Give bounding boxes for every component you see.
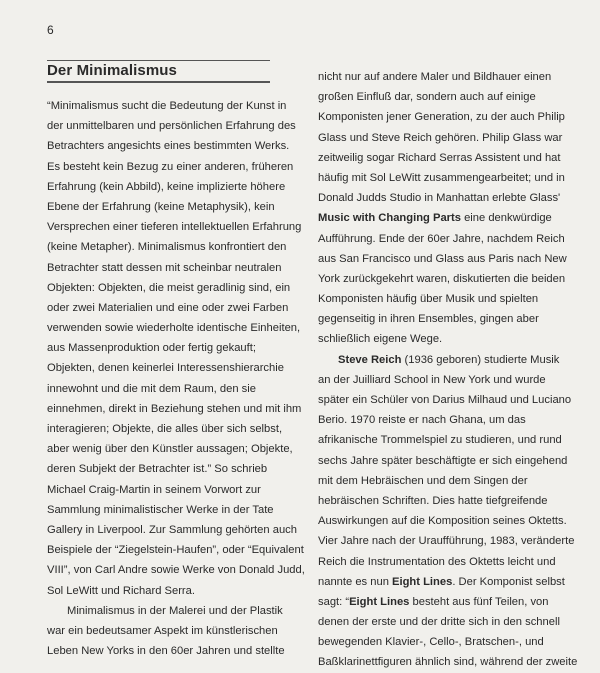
- line-text: aus San Francisco und Glass aus Paris nach New: [318, 252, 567, 265]
- text-line: [318, 128, 563, 148]
- line-text: der unmittelbaren und persönlichen Erfahrung des: [47, 120, 296, 133]
- line-text: Objekten, denen keinerlei Interessenshierarchie: [47, 362, 284, 375]
- line-text: Erfahrung (kein Abbild), keine implizierte höhere: [47, 180, 286, 193]
- text-line: [318, 531, 575, 551]
- text-line: [47, 641, 285, 661]
- text-line: [47, 419, 283, 439]
- text-line: [47, 601, 283, 621]
- line-text: Betrachters angesichts eines bestimmten Werks.: [47, 140, 290, 153]
- text-line: [318, 107, 565, 127]
- text-line: [47, 136, 290, 156]
- line-text: Auswirkungen auf die Komposition seines Oktetts.: [318, 515, 567, 528]
- text-line: [47, 298, 289, 318]
- line-text: nannte es nun: [318, 575, 393, 588]
- line-text: mit dem Hebräischen und dem Singen der: [318, 474, 528, 487]
- line-text: Ebene der Erfahrung (keine Metaphysik), kein: [47, 200, 275, 213]
- text-line: [318, 592, 558, 612]
- line-text: “Minimalismus sucht die Bedeutung der Kunst in: [47, 100, 287, 112]
- text-line: [47, 540, 304, 560]
- text-line: [47, 439, 293, 459]
- text-line: [47, 500, 275, 520]
- line-text: später ein Schüler von Darius Milhaud und Luciano: [318, 394, 572, 406]
- text-line: [318, 471, 558, 491]
- text-line: [318, 188, 561, 208]
- text-line: [318, 612, 558, 632]
- line-text: York zurückgekehrt waren, diskutierten die beiden: [318, 272, 566, 285]
- text-line: [47, 258, 282, 278]
- line-text: einnehmen, direkt in Beziehung stehen und mit ihm: [47, 402, 302, 415]
- text-line: [47, 358, 284, 378]
- text-line: [318, 350, 558, 370]
- text-line: [47, 116, 296, 136]
- line-text: Reich die Instrumentation des Oktetts leicht und: [318, 555, 556, 568]
- line-text: (keine Metapher). Minimalismus konfrontiert den: [47, 241, 287, 254]
- line-text: oder zwei Materialien und eine oder zwei Farben: [47, 301, 289, 314]
- line-text: Es besteht kein Bezug zu einer anderen, früheren: [47, 160, 294, 173]
- text-line: [318, 572, 565, 592]
- line-text: Vier Jahre nach der Uraufführung, 1983, veränderte: [318, 535, 575, 548]
- text-line: [318, 229, 565, 249]
- text-line: [318, 289, 558, 309]
- text-line: [318, 370, 558, 390]
- text-line: [318, 148, 561, 168]
- right-text-column: [318, 67, 578, 673]
- page-number: 6: [47, 23, 54, 37]
- line-text: Betrachter statt dessen mit scheinbar neutralen: [47, 261, 282, 274]
- text-line: [318, 249, 567, 269]
- line-text: bewegenden Klavier-, Cello-, Bratschen-, und: [318, 636, 544, 649]
- text-line: [318, 390, 572, 410]
- line-text: häufig mit Sol LeWitt zusammengearbeitet; und in: [318, 171, 565, 184]
- line-text: gegenseitig in ihren Ensembles, gingen aber: [318, 313, 539, 326]
- text-line: [318, 87, 558, 107]
- line-text: Sammlung minimalistischer Werke in der Tate: [47, 503, 274, 516]
- line-text: Berio. 1970 reiste er nach Ghana, um das: [318, 414, 526, 427]
- line-text: eine denkwürdige: [460, 212, 552, 225]
- text-line: [318, 309, 558, 329]
- line-text: war ein bedeutsamer Aspekt im künstlerischen: [47, 624, 278, 637]
- section-heading: Der Minimalismus: [47, 62, 177, 79]
- bold-term: Steve Reich: [338, 353, 402, 366]
- line-text: hebräischen Schriften. Dies hatte tiefgreifende: [318, 494, 548, 507]
- heading-underline: [47, 81, 270, 83]
- line-text: Glass und Steve Reich gehören. Philip Glass war: [318, 131, 563, 144]
- text-line: [47, 560, 305, 580]
- text-line: [318, 208, 558, 228]
- line-text: . Der Komponist selbst: [452, 575, 565, 588]
- line-text: Beispiele der “Ziegelstein-Haufen”, oder “Equivalent: [47, 544, 304, 557]
- text-line: [47, 157, 294, 177]
- text-line: [318, 329, 558, 349]
- text-line: [47, 480, 275, 500]
- line-text: Komponisten häufig über Musik und spielten: [318, 293, 539, 306]
- bold-term: Eight Lines: [392, 575, 453, 588]
- text-line: [47, 379, 275, 399]
- text-line: [47, 96, 287, 116]
- left-text-column: [47, 96, 305, 661]
- text-line: [47, 237, 287, 257]
- text-line: [318, 67, 558, 87]
- text-line: [318, 168, 565, 188]
- line-text: besteht aus fünf Teilen, von: [409, 595, 549, 608]
- line-text: sechs Jahre später beschäftigte er sich eingehend: [318, 454, 568, 467]
- line-text: schließlich eigene Wege.: [318, 333, 443, 346]
- line-text: denen der erste und der dritte sich in den schnell: [318, 616, 560, 629]
- text-line: [318, 491, 558, 511]
- line-text: zeitweilig sogar Richard Serras Assistent und hat: [318, 151, 561, 164]
- text-line: [47, 318, 301, 338]
- text-line: [318, 451, 568, 471]
- line-text: Leben New Yorks in den 60er Jahren und stellte: [47, 645, 285, 658]
- line-text: großen Einfluß dar, sondern auch auf einige: [318, 91, 536, 104]
- text-line: [318, 511, 567, 531]
- line-text: aber wenig über den Künstler aussagen; Objekte,: [47, 443, 293, 456]
- text-line: [318, 632, 558, 652]
- line-text: nicht nur auf andere Maler und Bildhauer einen: [318, 71, 552, 83]
- line-text: deren Subjekt der Betrachter ist.” So schrieb: [47, 463, 268, 476]
- text-line: [47, 278, 291, 298]
- text-line: [47, 459, 275, 479]
- line-text: Baßklarinettfiguren ähnlich sind, während der zweite: [318, 656, 578, 669]
- text-line: [47, 217, 302, 237]
- text-line: [318, 652, 578, 672]
- line-text: verwenden sowie wiederholte identische Einheiten,: [47, 322, 301, 335]
- line-text: Donald Judds Studio in Manhattan erlebte Glass': [318, 192, 561, 205]
- line-text: Objekten: Objekten, die meist geradlinig sind, ein: [47, 281, 291, 294]
- line-text: aus Massenproduktion oder fertig gekauft;: [47, 342, 256, 355]
- line-text: Aufführung. Ende der 60er Jahre, nachdem Reich: [318, 232, 565, 245]
- text-line: [318, 552, 558, 572]
- text-line: [47, 177, 286, 197]
- line-text: Komponisten jener Generation, zu der auch Philip: [318, 111, 565, 124]
- bold-term: Music with Changing Parts: [318, 212, 461, 225]
- text-line: [47, 338, 275, 358]
- line-text: Sol LeWitt und Richard Serra.: [47, 584, 195, 597]
- line-text: an der Juilliard School in New York und wurde: [318, 373, 546, 386]
- line-text: afrikanische Trommelspiel zu studieren, und rund: [318, 434, 562, 447]
- bold-term: Eight Lines: [349, 595, 410, 608]
- text-line: [318, 410, 558, 430]
- text-line: [47, 197, 275, 217]
- line-text: Gallery in Liverpool. Zur Sammlung gehörten auch: [47, 523, 297, 536]
- line-text: Minimalismus in der Malerei und der Plastik: [67, 604, 283, 617]
- text-line: [47, 581, 275, 601]
- line-text: sagt: “: [318, 595, 350, 608]
- line-text: Versprechen einer tieferen intellektuellen Erfahrung: [47, 221, 302, 234]
- text-line: [318, 430, 562, 450]
- line-text: VIII”, von Carl Andre sowie Werke von Donald Judd,: [47, 564, 305, 577]
- text-line: [318, 269, 566, 289]
- text-line: [47, 621, 278, 641]
- line-text: interagieren; Objekte, die alles über sich selbst,: [47, 423, 283, 435]
- line-text: innewohnt und die mit dem Raum, den sie: [47, 382, 256, 395]
- line-text: Michael Craig-Martin in seinem Vorwort zur: [47, 483, 261, 496]
- text-line: [47, 520, 297, 540]
- line-text: (1936 geboren) studierte Musik: [401, 353, 560, 366]
- text-line: [47, 399, 302, 419]
